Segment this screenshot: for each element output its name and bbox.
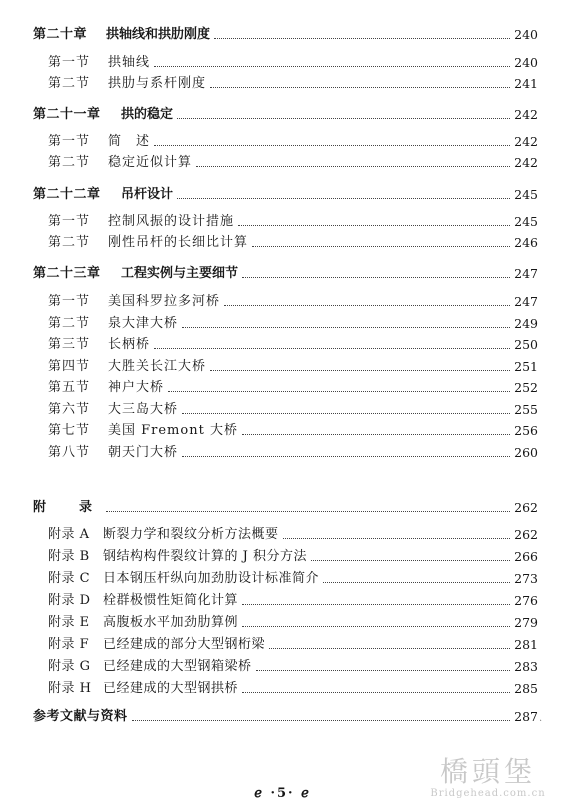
toc-chapter-20[interactable]: [0, 22, 565, 42]
toc-appendix-item[interactable]: [0, 588, 565, 608]
footer-page-number: ·5·: [270, 786, 295, 801]
toc-section[interactable]: [0, 440, 565, 460]
appendix-label: 附录 F: [48, 637, 90, 652]
appendix-title: 已经建成的部分大型钢桁梁: [103, 637, 266, 652]
chapter-number: 第二十一章: [33, 107, 101, 122]
leader-dots: [154, 65, 510, 67]
leader-dots: [242, 433, 510, 435]
references-title: 参考文献与资料: [33, 709, 128, 724]
page-number: 242: [514, 134, 538, 149]
watermark-title: 橋頭堡: [439, 755, 536, 788]
section-number: 第一节: [48, 214, 91, 229]
leader-dots: [242, 691, 510, 693]
page-number: 256: [514, 423, 538, 438]
toc-appendix-item[interactable]: [0, 566, 565, 586]
page-number: 251: [514, 359, 538, 374]
page-number: 247: [514, 294, 538, 309]
appendix-title: 断裂力学和裂纹分析方法概要: [103, 527, 279, 542]
toc-section[interactable]: [0, 397, 565, 417]
page-number: 242: [514, 107, 538, 122]
leader-dots: [224, 304, 510, 306]
toc-section[interactable]: [0, 311, 565, 331]
toc-appendix-item[interactable]: [0, 632, 565, 652]
leader-dots: [210, 369, 510, 371]
section-title: 大三岛大桥: [108, 402, 179, 417]
page-number: 262: [514, 527, 538, 542]
section-title: 神户大桥: [108, 380, 165, 395]
toc-section[interactable]: [0, 354, 565, 374]
leader-dots: [182, 412, 510, 414]
appendix-label: 附录 G: [48, 659, 91, 674]
section-title: 拱轴线: [108, 55, 151, 70]
toc-references[interactable]: [0, 704, 565, 724]
page-number: 276: [514, 593, 538, 608]
page-number: 285: [514, 681, 538, 696]
appendix-label: 附录 D: [48, 593, 91, 608]
chapter-title: 拱的稳定: [121, 107, 174, 122]
page-number: 242: [514, 155, 538, 170]
chapter-number: 第二十三章: [33, 266, 101, 281]
page-number: 249: [514, 316, 538, 331]
leader-dots: [323, 581, 510, 583]
toc-section[interactable]: [0, 230, 565, 250]
toc-appendix-item[interactable]: [0, 610, 565, 630]
toc-chapter-21[interactable]: [0, 102, 565, 122]
section-title: 朝天门大桥: [108, 445, 179, 460]
page-number: 247: [514, 266, 538, 281]
leader-dots: [106, 510, 510, 512]
section-number: 第八节: [48, 445, 91, 460]
section-number: 第一节: [48, 55, 91, 70]
scan-dot: .: [539, 713, 543, 724]
page-number: 245: [514, 214, 538, 229]
section-title: 控制风振的设计措施: [108, 214, 235, 229]
page-number: 241: [514, 76, 538, 91]
section-title: 拱肋与系杆刚度: [108, 76, 207, 91]
section-number: 第二节: [48, 316, 91, 331]
leader-dots: [168, 390, 510, 392]
section-title: 长柄桥: [108, 337, 151, 352]
page-number: 279: [514, 615, 538, 630]
leader-dots: [210, 86, 510, 88]
section-title: 稳定近似计算: [108, 155, 193, 170]
section-number: 第二节: [48, 155, 91, 170]
leader-dots: [252, 245, 510, 247]
appendix-label: 附录 A: [48, 527, 90, 542]
appendix-title: 已经建成的大型钢拱桥: [103, 681, 239, 696]
page-number: 252: [514, 380, 538, 395]
leader-dots: [242, 276, 510, 278]
page-number: 255: [514, 402, 538, 417]
appendix-title: 已经建成的大型钢箱梁桥: [103, 659, 252, 674]
section-title: 美国 Fremont 大桥: [108, 423, 238, 438]
leader-dots: [177, 197, 510, 199]
chapter-number: 第二十二章: [33, 187, 101, 202]
leader-dots: [283, 537, 510, 539]
appendix-label: 附录 C: [48, 571, 91, 586]
chapter-title: 吊杆设计: [121, 187, 174, 202]
page-number: 281: [514, 637, 538, 652]
leader-dots: [238, 224, 510, 226]
toc-appendix-item[interactable]: [0, 544, 565, 564]
toc-section[interactable]: [0, 289, 565, 309]
section-number: 第一节: [48, 294, 91, 309]
appendix-heading-title: 附 录: [33, 500, 103, 515]
toc-section[interactable]: [0, 209, 565, 229]
chapter-title: 拱轴线和拱肋刚度: [106, 27, 211, 42]
section-title: 美国科罗拉多河桥: [108, 294, 221, 309]
leader-dots: [182, 326, 510, 328]
section-title: 简 述: [108, 134, 151, 149]
toc-appendix-heading[interactable]: [0, 495, 565, 515]
leader-dots: [214, 37, 510, 39]
toc-section[interactable]: [0, 332, 565, 352]
section-number: 第一节: [48, 134, 91, 149]
section-number: 第四节: [48, 359, 91, 374]
appendix-label: 附录 H: [48, 681, 92, 696]
section-number: 第七节: [48, 423, 91, 438]
appendix-title: 高腹板水平加劲肋算例: [103, 615, 239, 630]
page-number: 240: [514, 55, 538, 70]
leader-dots: [242, 625, 510, 627]
section-number: 第三节: [48, 337, 91, 352]
leader-dots: [177, 117, 510, 119]
chapter-number: 第二十章: [33, 27, 88, 42]
page-number: 273: [514, 571, 538, 586]
section-number: 第六节: [48, 402, 91, 417]
page-number: 250: [514, 337, 538, 352]
toc-section[interactable]: [0, 71, 565, 91]
section-number: 第五节: [48, 380, 91, 395]
section-number: 第二节: [48, 235, 91, 250]
section-title: 大胜关长江大桥: [108, 359, 207, 374]
leader-dots: [269, 647, 510, 649]
leader-dots: [182, 455, 510, 457]
page-number: 262: [514, 500, 538, 515]
ornament-left-icon: ℯ: [254, 786, 264, 801]
toc-section[interactable]: [0, 50, 565, 70]
toc-section[interactable]: [0, 375, 565, 395]
leader-dots: [196, 165, 510, 167]
appendix-label: 附录 B: [48, 549, 90, 564]
watermark: [423, 756, 553, 800]
leader-dots: [242, 603, 510, 605]
page-number: 283: [514, 659, 538, 674]
chapter-title: 工程实例与主要细节: [121, 266, 239, 281]
toc-appendix-item[interactable]: [0, 654, 565, 674]
leader-dots: [154, 144, 510, 146]
appendix-title: 日本钢压杆纵向加劲肋设计标准简介: [103, 571, 320, 586]
section-number: 第二节: [48, 76, 91, 91]
page-number: 245: [514, 187, 538, 202]
page-number: 260: [514, 445, 538, 460]
toc-section[interactable]: [0, 150, 565, 170]
watermark-url: Bridgehead.com.cn: [430, 788, 546, 799]
leader-dots: [256, 669, 510, 671]
leader-dots: [154, 347, 510, 349]
page-number: 246: [514, 235, 538, 250]
leader-dots: [132, 719, 510, 721]
toc-chapter-22[interactable]: [0, 182, 565, 202]
appendix-title: 钢结构构件裂纹计算的 J 积分方法: [103, 549, 307, 564]
toc-section[interactable]: [0, 129, 565, 149]
toc-chapter-23[interactable]: [0, 261, 565, 281]
appendix-title: 栓群极惯性矩简化计算: [103, 593, 239, 608]
section-title: 刚性吊杆的长细比计算: [108, 235, 249, 250]
leader-dots: [311, 559, 510, 561]
toc-appendix-item[interactable]: [0, 676, 565, 696]
page-number: 240: [514, 27, 538, 42]
page-number: 266: [514, 549, 538, 564]
appendix-label: 附录 E: [48, 615, 90, 630]
page-number: 287: [514, 709, 538, 724]
toc-appendix-item[interactable]: [0, 522, 565, 542]
section-title: 泉大津大桥: [108, 316, 179, 331]
ornament-right-icon: ℯ: [301, 786, 311, 801]
toc-section[interactable]: [0, 418, 565, 438]
